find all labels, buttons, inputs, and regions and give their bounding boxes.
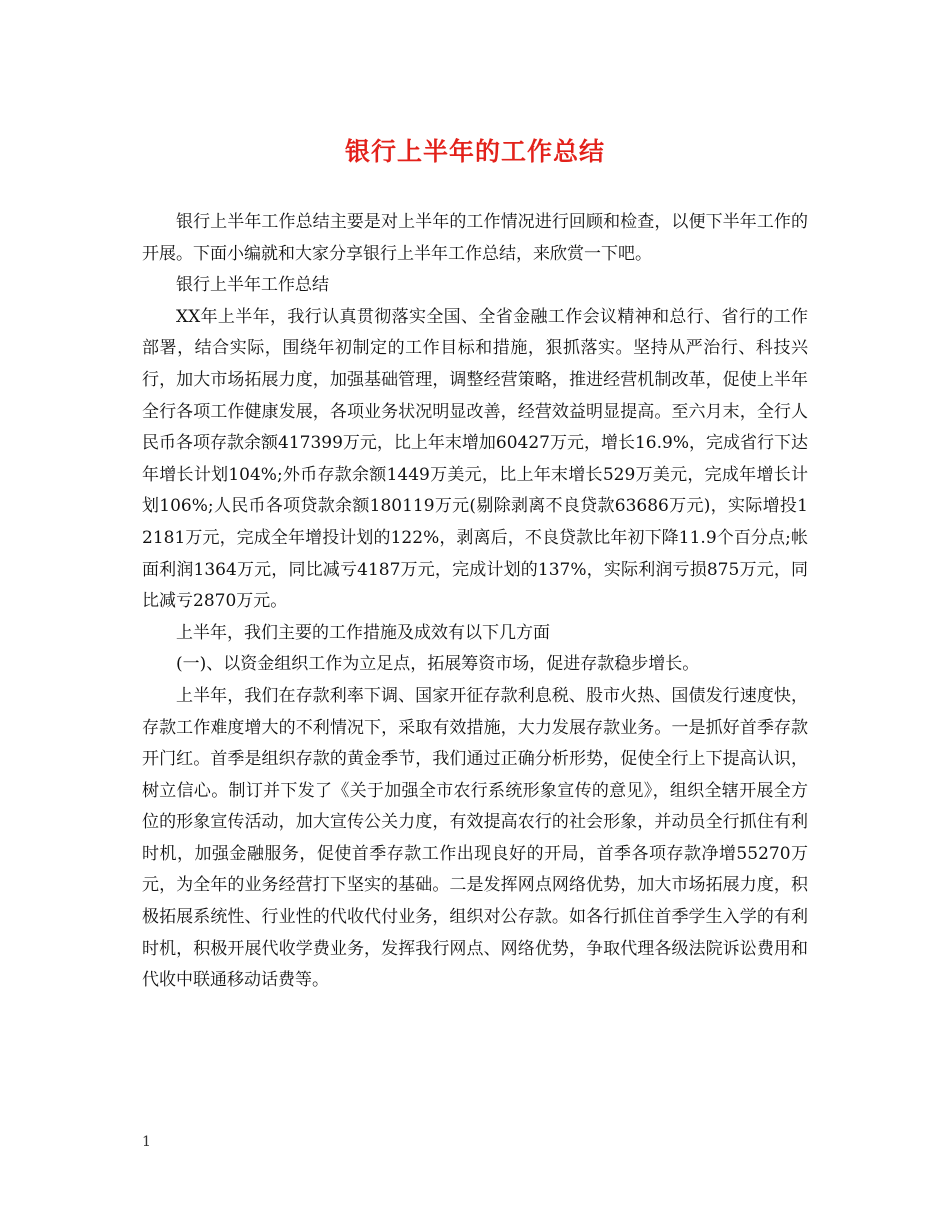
intro-paragraph: 银行上半年工作总结主要是对上半年的工作情况进行回顾和检查，以便下半年工作的开展。下面小编就和大家分享银行上半年工作总结，来欣赏一下吧。 bbox=[142, 212, 808, 264]
page-number: 1 bbox=[142, 1134, 151, 1150]
document-body bbox=[142, 207, 808, 997]
summary-paragraph: XX年上半年，我行认真贯彻落实全国、全省金融工作会议精神和总行、省行的工作部署，结合实际，围绕年初制定的工作目标和措施，狠抓落实。坚持从严治行、科技兴行，加大市场拓展力度，加强基础管理，调整经营策略，推进经营机制改革，促使上半年全行各项工作健康发展，各项业务状况明显改善，经营效益明显提高。至六月末，全行人民币各项存款余额417399万元，比上年末增加60427万元，增长16.9%，完成省行下达年增长计划104%;外币存款余额1449万美元，比上年末增长529万美元，完成年增长计划106%;人民币各项贷款余额180119万元(剔除剥离不良贷款63686万元)，实际增投12181万元，完成全年增投计划的122%，剥离后，不良贷款比年初下降11.9个百分点;帐面利润1364万元，同比减亏4187万元，完成计划的137%，实际利润亏损875万元，同比减亏2870万元。 bbox=[142, 306, 808, 612]
deposit-paragraph: 上半年，我们在存款利率下调、国家开征存款利息税、股市火热、国债发行速度快，存款工作难度增大的不利情况下，采取有效措施，大力发展存款业务。一是抓好首季存款开门红。首季是组织存款的黄金季节，我们通过正确分析形势，促使全行上下提高认识，树立信心。制订并下发了《关于加强全市农行系统形象宣传的意见》，组织全辖开展全方位的形象宣传活动，加大宣传公关力度，有效提高农行的社会形象，并动员全行抓住有利时机，加强金融服务，促使首季存款工作出现良好的开局，首季各项存款净增55270万元，为全年的业务经营打下坚实的基础。二是发挥网点网络优势，加大市场拓展力度，积极拓展系统性、行业性的代收代付业务，组织对公存款。如各行抓住首季学生入学的有利时机，积极开展代收学费业务，发挥我行网点、网络优势，争取代理各级法院诉讼费用和代收中联通移动话费等。 bbox=[142, 685, 808, 991]
section-heading: 银行上半年工作总结 bbox=[176, 275, 329, 296]
subsection-heading: (一)、以资金组织工作为立足点，拓展筹资市场，促进存款稳步增长。 bbox=[176, 654, 700, 675]
measures-intro-paragraph: 上半年，我们主要的工作措施及成效有以下几方面 bbox=[176, 622, 550, 643]
document-title: 银行上半年的工作总结 bbox=[344, 137, 605, 166]
